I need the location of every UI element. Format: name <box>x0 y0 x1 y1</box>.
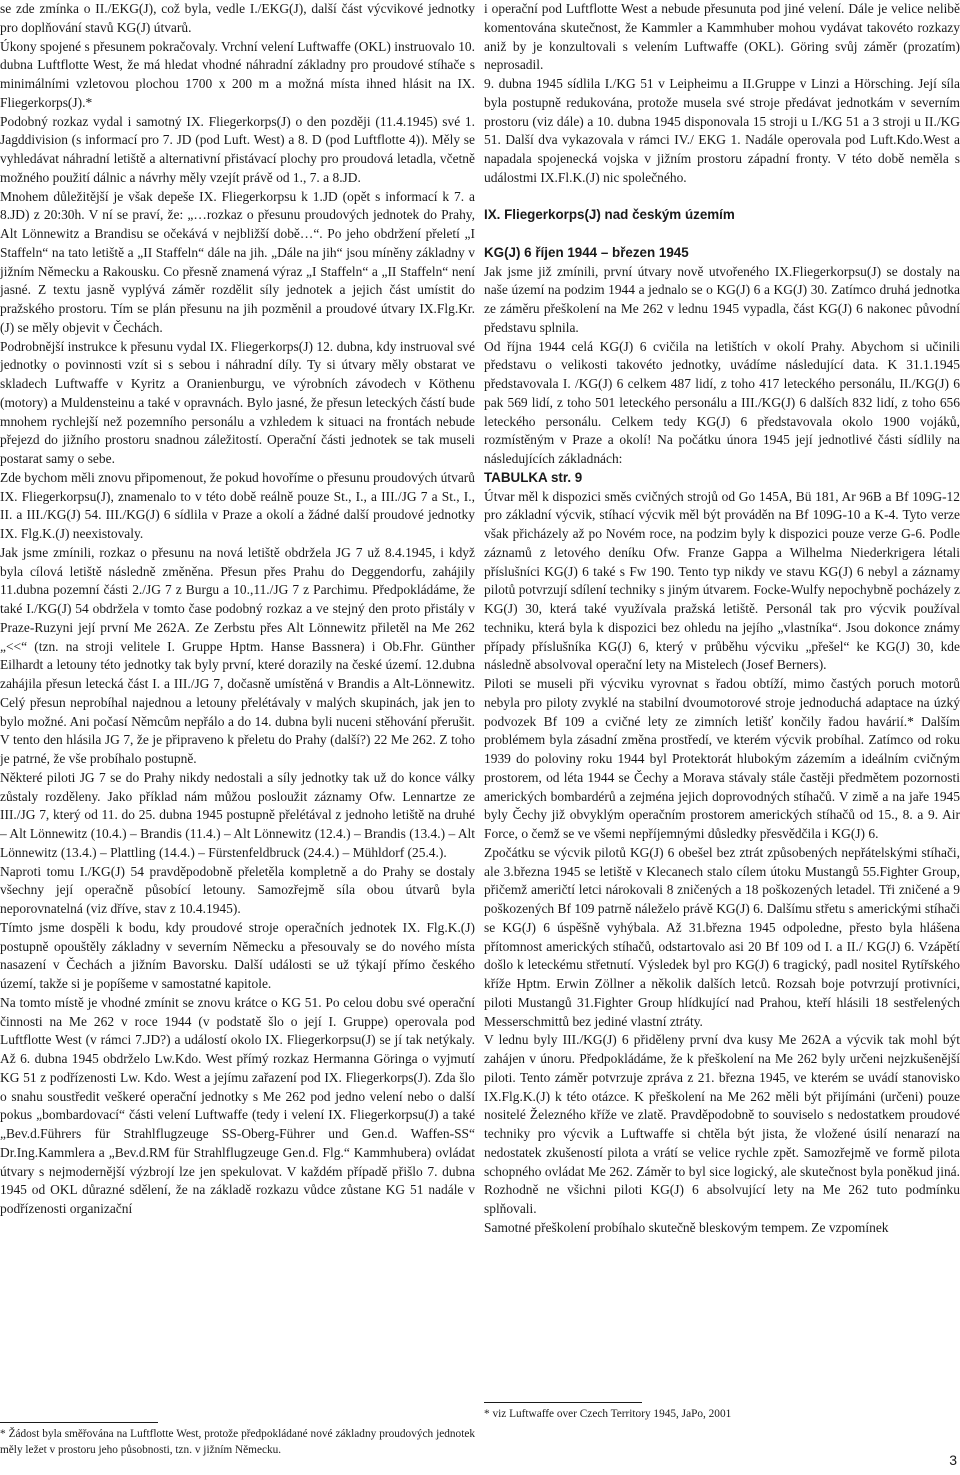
paragraph: Zde bychom měli znovu připomenout, že pokud hovoříme o přesunu proudových útvarů IX. Fliegerkorpsu(J), znamenalo to v této době reálně pouze St., I., a III./JG 7 a St., I., II. a III./KG(J) 54. III./KG(J) 6 sídlila v Praze a okolí a žádné další proudové jednotky IX. Flg.K.(J) neexistovaly. <box>0 469 475 541</box>
paragraph: Od října 1944 celá KG(J) 6 cvičila na letištích v okolí Prahy. Abychom si učinili představu o velikosti takovéto jednotky, uvádíme následující data. K 31.1.1945 představovala I. /KG(J) 6 celkem 487 lidí, z toho 417 leteckého personálu, II./KG(J) 6 pak 569 lidí, z toho 501 leteckého personálu a III./KG(J) 6 dalších 832 lidí, z toho 656 leteckého personálu. Celkem tedy KG(J) 6 představovala okolo 1900 vojáků, rozmístěným v Praze a okolí! Na počátku února 1945 její jednotlivé části sídlily na následujících základnách: <box>484 338 960 466</box>
paragraph: Piloti se museli při výcviku vyrovnat s řadou obtíží, mimo častých poruch motorů nebyla pro piloty zvyklé na stabilní dvoumotorové stroje jednoduchá adaptace na úzký podvozek Bf 109 a cvičné lety ze zimních letišť končily řadou havárií.* Dalším problémem byla zásadní změna prostředí, ve kterém výcvik probíhal. Zatímco od roku 1939 do poloviny roku 1944 byl Protektorát hlubokým zázemím a ideálním cvičným prostorem, od léta 1944 se Čechy a Morava stávaly stále častěji předmětem pozornosti amerických bombardérů a zejména jejich doprovodných stíhačů. V zimě a na jaře 1945 byly Čechy již obvyklým operačním prostorem amerických stíhačů od 15., 8. a 9. Air Force, o čemž se ve všemi nepříjemnými důsledky přesvědčila i KG(J) 6. <box>484 676 960 841</box>
paragraph: Podobný rozkaz vydal i samotný IX. Fliegerkorps(J) o den později (11.4.1945) své 1. Jagddivision (s informací pro 7. JD (pod Luft. West) a 8. D (pod Luftflotte 4)). Měly se vyhledávat náhradní letiště a alternativní přistávací plochy pro proudová letadla, včetně možného použití dálnic a návrhy měly vzejít právě od 1., 7. a 8.JD. <box>0 113 475 185</box>
paragraph: Mnohem důležitější je však depeše IX. Fliegerkorpsu k 1.JD (opět s informací k 7. a 8.JD) z 20:30h. V ní se praví, že: „…rozkaz o přesunu proudových jednotek do Prahy, Alt Lönnewitz a Brandisu se očekává v nejbližší době…“. Po jeho obdržení přeletí „I Staffeln“ na tato letiště a „II Staffeln“ dále na jih. „Dále na jih“ jsou míněny základny v jižním Německu a Rakousku. Co přesně znamená výraz „I Staffeln“ a „II Staffeln“ není jasné. Z textu jasně vyplývá záměr rozdělit síly jednotek a jejich část umístit do pražského prostoru. Tím se plán přesunu na jih pozměnil a proudové útvary IX.Flg.Kr.(J) se měly objevit v Čechách. <box>0 188 475 335</box>
left-column <box>0 0 475 1219</box>
paragraph: V lednu byly III./KG(J) 6 přiděleny první dva kusy Me 262A a výcvik tak mohl být zahájen v únoru. Předpokládáme, že k přeškolení na Me 262 byly určeni nejzkušenější piloti. Tento záměr potvrzuje zpráva z 21. března 1945, ve kterém se uvádí stanovisko IX.Flg.K.(J) k této otázce. K přeškolení na Me 262 měli být přijímáni (určeni) pouze nositelé Železného kříže ve zlatě. Pravděpodobně to souviselo s nedostatkem proudové techniky pro výcvik a Luftwaffe si chtěla být jista, že vložené úsilí nenarazí na nedostatek zkušeností pilota a vrátí se velice rychle zpět. Samozřejmě ve formě pilota schopného ovládat Me 262. Záměr to byl sice logický, ale skutečnost byla poněkud jiná. Rozhodně ne všichni piloti KG(J) 6 absolvující lety na Me 262 tuto podmínku splňovali. <box>484 1032 960 1216</box>
sub-heading: KG(J) 6 říjen 1944 – březen 1945 <box>484 244 689 260</box>
footnote-divider <box>0 1422 158 1423</box>
footnote-right: * viz Luftwaffe over Czech Territory 1945, JaPo, 2001 <box>484 1408 732 1420</box>
paragraph: Samotné přeškolení probíhalo skutečně bleskovým tempem. Ze vzpomínek <box>484 1219 889 1235</box>
paragraph: Úkony spojené s přesunem pokračovaly. Vrchní velení Luftwaffe (OKL) instruovalo 10. dubna Luftflotte West, že má hledat vhodné náhradní základny pro proudové stíhače s minimálními vzletovou plochou 1700 x 200 m a možná místa ihned hlásit na IX. Fliegerkorps(J).* <box>0 38 475 110</box>
paragraph: Zpočátku se výcvik pilotů KG(J) 6 obešel bez ztrát způsobených nepřátelskými stíhači, ale 3.března 1945 se letiště v Klecanech stalo cílem útoku Mustangů 55.Fighter Group, přičemž američtí letci nárokovali 8 zničených a 18 poškozených letadel. Tři zničené a 9 poškozených Bf 109 patrně náleželo právě KG(J) 6. Dalšímu střetu s americkými stíhači se KG(J) 6 úspěšně vyhýbala. Až 31.března 1945 odpoledne, přesto byla hlášena přítomnost amerických stíhačů, odstartovalo asi 20 Bf 109 od I. a II./ KG(J) 6. Vzápětí došlo k leteckému střetnutí. Výsledek byl pro KG(J) 6 tragický, padl nositel Rytířského kříže Hptm. Erwin Zöllner a několik dalších letců. Rozsah boje potvrzují protivníci, piloti Mustangů 31.Fighter Group hlídkující nad Prahou, kteří hlásili 18 sestřelených Messerschmittů bez jediné vlastní ztráty. <box>484 844 960 1029</box>
paragraph: Tímto jsme dospěli k bodu, kdy proudové stroje operačních jednotek IX. Flg.K.(J) postupně opouštěly základny v severním Německu a přesouvaly se do nového místa nasazení v Čechách a jižním Bavorsku. Další události se už týkají přímo českého území, takže si je popíšeme v samostatné kapitole. <box>0 919 475 991</box>
paragraph: Na tomto místě je vhodné zmínit se znovu krátce o KG 51. Po celou dobu své operační činnosti na Me 262 v roce 1944 (v podstatě šlo o její I. Gruppe) operovala pod Luftflotte West (v rámci 7.JD?) a událostí okolo IX. Fliegerkorpsu(J) se jí tak netýkaly. Až 6. dubna 1945 obdrželo Lw.Kdo. West přímý rozkaz Hermanna Göringa o vyjmutí KG 51 z podřízenosti Lw. Kdo. West a jejímu zařazení pod IX. Fliegerkorps(J). Zda šlo o snahu soustředit veškeré operační jednotky s Me 262 pod jedno velení nebo o další pokus „bombardovací“ části velení Luftwaffe (tedy i velení IX. Fliegerkorpsu(J) a také „Bev.d.Führers für Strahlflugzeuge SS-Oberg-Führer und Gen.d. Waffen-SS“ Dr.Ing.Kammlera a „Bev.d.RM für Strahlflugzeuge Gen.d. Flg.“ Kammhubera) ovládat útvary s nejmodernější výzbrojí lze jen spekulovat. V každém případě přišlo 7. dubna 1945 od OKL důrazné sdělení, že na základě rozkazu vůdce zůstane KG 51 nadále v podřízenosti organizační <box>0 994 475 1216</box>
paragraph: Útvar měl k dispozici směs cvičných strojů od Go 145A, Bü 181, Ar 96B a Bf 109G-12 pro základní výcvik, stíhací výcvik měl být prováděn na Bf 109G-10 a K-4. Tyto verze však přicházely až po Novém roce, na podzim byly k dispozici pouze verze G-6. Podle záznamů z letového deníku Ofw. Franze Gappa a Wilhelma Niederkrigera létali příslušníci KG(J) 6 také s Fw 190. Tento typ nikdy ve stavu KG(J) 6 nebyl a záznamy pilotů potvrzují sdílení techniky s jiným útvarem. Focke-Wulfy nepochybně pocházely z KG(J) 30, která také využívala pražská letiště. Personál tak pro výcvik používal techniku, která byla k dispozici bez ohledu na jejího „vlastníka“. Jsou dokonce známy případy příslušníka KG(J) 6, který v průběhu výcviku „přešel“ ke KG(J) 30, kde následně absolvoval operační lety na Mistelech (Josef Berners). <box>484 488 960 673</box>
paragraph: Některé piloti JG 7 se do Prahy nikdy nedostali a síly jednotky tak už do konce války zůstaly rozděleny. Jako příklad nám můžou posloužit záznamy Ofw. Lennartze ze III./JG 7, který od 11. do 25. dubna 1945 postupně přelétával z jednoho letiště na druhé – Alt Lönnewitz (10.4.) – Brandis (11.4.) – Alt Lönnewitz (12.4.) – Brandis (13.4.) – Alt Lönnewitz (13.4.) – Plattling (14.4.) – Fürstenfeldbruck (24.4.) – Mühldorf (25.4.). <box>0 769 475 860</box>
table-reference: TABULKA str. 9 <box>484 469 583 485</box>
footnote-divider <box>484 1402 642 1403</box>
footnote-left: * Žádost byla směřována na Luftflotte West, protože předpokládané nové základny proudových jednotek měly ležet v prostoru jeho působnosti, tzn. v jižním Německu. <box>0 1428 475 1456</box>
paragraph: Podrobnější instrukce k přesunu vydal IX. Fliegerkorps(J) 12. dubna, kdy instruoval své jednotky o povinnosti vzít si s sebou i náhradní díly. Ty si útvary měly obstarat ve skladech Luftwaffe v Kyritz a Oranienburgu, ve výrobních závodech v Köthenu (motory) a Muldensteinu a také v opravnách. Bylo jasné, že přesun leteckých částí bude mnohem rychlejší než pozemního personálu a vzhledem k situaci na frontách nebude přejezd do jižního prostoru snadnou záležitostí. Operační části jednotek se tak museli postarat samy o sebe. <box>0 338 475 466</box>
paragraph: Naproti tomu I./KG(J) 54 pravděpodobně přeletěla kompletně a do Prahy se dostaly všechny její operačně působící letouny. Samozřejmě síla obou útvarů byla neporovnatelná (viz dříve, stav z 10.4.1945). <box>0 863 475 916</box>
section-heading: IX. Fliegerkorps(J) nad českým územím <box>484 207 735 223</box>
paragraph: Jak jsme již zmínili, první útvary nově utvořeného IX.Fliegerkorpsu(J) se dostaly na naše území na podzim 1944 a jednalo se o KG(J) 6 a KG(J) 30. Zatímco druhá jednotka ze záměru přeškolení na Me 262 v lednu 1945 vypadla, část KG(J) 6 nakonec původní představu splnila. <box>484 263 960 335</box>
paragraph: se zde zmínka o II./EKG(J), což byla, vedle I./EKG(J), další část výcvikové jednotky pro doplňování stavů KG(J) útvarů. <box>0 1 475 35</box>
paragraph: Jak jsme zmínili, rozkaz o přesunu na nová letiště obdržela JG 7 už 8.4.1945, i když byla cílová letiště následně změněna. Přesun přes Prahu do Deggendorfu, zahájily 11.dubna pozemní části 2./JG 7 z Burgu a 10.,11./JG 7 z Parchimu. Předpokládáme, že také I./KG(J) 54 obdržela v tomto čase podobný rozkaz a ve stejný den proto přistály v Praze-Ruzyni její první Me 262A. Ze Zerbstu přes Alt Lönnewitz přiletěl na Me 262 „<<“ (tzn. na stroji velitele I. Gruppe Hptm. Hanse Bassnera) i Ob.Fhr. Günther Eilhardt a letouny této jednotky tak byly první, které dorazily na české území. 12.dubna zahájila přesun letecká část I. a III./JG 7, dočasně umístěná v Brandis a Alt-Lönnewitz. Celý přesun neprobíhal najednou a letouny přelétávaly v malých skupinách, jak jen to bylo možné. Ani počasí Němcům nepřálo a do 14. dubna byli nuceni stěhování přerušit. V tento den hlásila JG 7, že je připraveno k přeletu do Prahy (další?) 22 Me 262. Z toho je patrné, že vše probíhalo postupně. <box>0 544 475 766</box>
paragraph: i operační pod Luftflotte West a nebude přesunuta pod jiné velení. Dále je velice nelibě komentována skutečnost, že Kammler a Kammhuber mohou vydávat takovéto rozkazy aniž by je konzultovali s velením Luftwaffe (OKL). Göring svůj záměr (prozatím) neprosadil. <box>484 1 960 73</box>
page-number: 3 <box>949 1452 957 1468</box>
right-column <box>484 0 960 1238</box>
paragraph: 9. dubna 1945 sídlila I./KG 51 v Leipheimu a II.Gruppe v Linzi a Hörsching. Její síla byla postupně redukována, protože musela své stroje předávat jednotkám v severním prostoru (viz dále) a 10. dubna 1945 disponovala 15 stroji u I./KG 51 a 3 stroji u II./KG 51. Další dva vykazovala v rámci IV./ EKG 1. Nadále operovala pod Luft.Kdo.West a napadala spojenecká vojska v jižním prostoru západní fronty. V této době neměla s událostmi IX.Fl.K.(J) nic společného. <box>484 76 960 185</box>
